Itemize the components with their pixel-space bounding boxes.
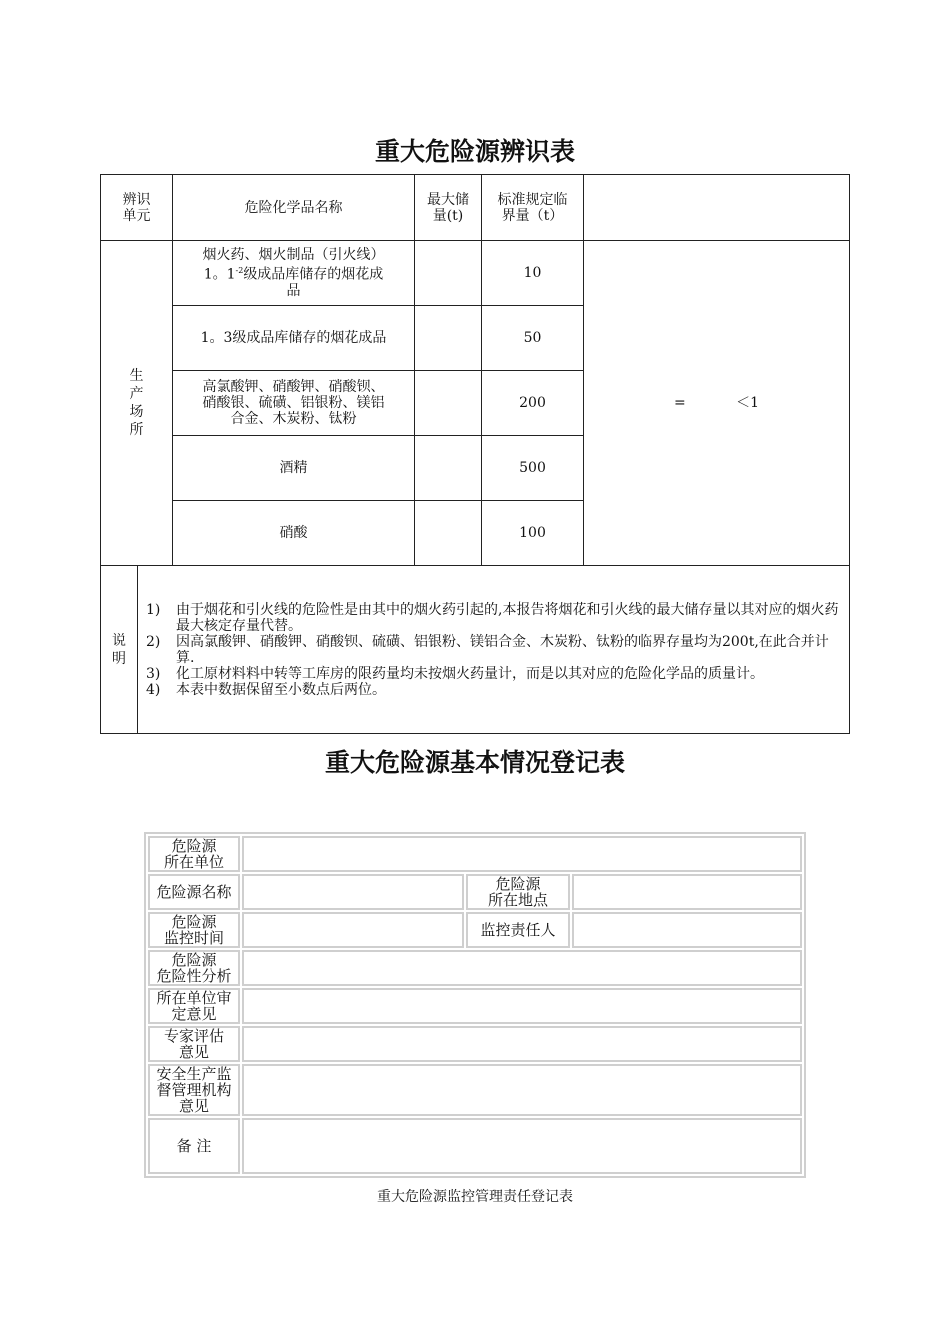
row-2-name: 1。3级成品库储存的烟花成品 xyxy=(173,306,415,371)
value-monitor-time xyxy=(242,912,464,948)
label-location: 危险源 所在地点 xyxy=(466,874,570,910)
notes-list xyxy=(138,566,849,733)
label-unit: 危险源 所在单位 xyxy=(148,836,240,872)
note-item: 2) 因高氯酸钾、硝酸钾、硝酸钡、硫磺、铝银粉、镁铝合金、木炭粉、钛粉的临界存量均为200t,在此合并计算. xyxy=(146,633,829,666)
header-result xyxy=(584,175,850,241)
row-5-max xyxy=(415,501,482,566)
value-expert-opinion xyxy=(242,1026,802,1062)
row-5-critical: 100 xyxy=(482,501,584,566)
value-location xyxy=(572,874,802,910)
title-registration: 重大危险源基本情况登记表 xyxy=(324,748,625,777)
row-1-name: 烟火药、烟火制品（引火线） 1。$1^{-2}$级成品库储存的烟花成 品 xyxy=(173,241,415,306)
caption-responsibility: 重大危险源监控管理责任登记表 xyxy=(377,1189,573,1205)
value-unit xyxy=(242,836,802,872)
identification-table xyxy=(100,174,850,734)
header-max-storage: 最大储 量(t) xyxy=(415,175,482,241)
row-4-critical: 500 xyxy=(482,436,584,501)
row-5-name: 硝酸 xyxy=(173,501,415,566)
label-monitor-person: 监控责任人 xyxy=(466,912,570,948)
value-analysis xyxy=(242,950,802,986)
value-agency-opinion xyxy=(242,1064,802,1116)
result-lt: ＜1 xyxy=(736,395,760,411)
value-name xyxy=(242,874,464,910)
note-item: 1) 由于烟花和引火线的危险性是由其中的烟火药引起的,本报告将烟花和引火线的最大储存量以其对应的烟火药最大核定存量代替。 xyxy=(146,601,839,634)
label-name: 危险源名称 xyxy=(148,874,240,910)
row-3-name: 高氯酸钾、硝酸钾、硝酸钡、 硝酸银、硫磺、铝银粉、镁铝 合金、木炭粉、钛粉 xyxy=(173,371,415,436)
row-2-max xyxy=(415,306,482,371)
note-item: 4) 本表中数据保留至小数点后两位。 xyxy=(146,681,386,698)
registration-table xyxy=(144,832,806,1178)
row-4-max xyxy=(415,436,482,501)
label-unit-opinion: 所在单位审 定意见 xyxy=(148,988,240,1024)
row-4-name: 酒精 xyxy=(173,436,415,501)
notes-label: 说 明 xyxy=(101,566,138,733)
row-1-critical: 10 xyxy=(482,241,584,306)
label-agency-opinion: 安全生产监 督管理机构 意见 xyxy=(148,1064,240,1116)
row-2-critical: 50 xyxy=(482,306,584,371)
label-expert-opinion: 专家评估 意见 xyxy=(148,1026,240,1062)
title-identification: 重大危险源辨识表 xyxy=(374,137,575,166)
row-1-max xyxy=(415,241,482,306)
result-eq: = xyxy=(673,395,686,411)
row-3-critical: 200 xyxy=(482,371,584,436)
value-remarks xyxy=(242,1118,802,1174)
label-monitor-time: 危险源 监控时间 xyxy=(148,912,240,948)
label-analysis: 危险源 危险性分析 xyxy=(148,950,240,986)
header-critical: 标准规定临 界量（t） xyxy=(482,175,584,241)
result-cell xyxy=(584,241,850,566)
note-item: 3) 化工原材料料中转等工库房的限药量均未按烟火药量计，而是以其对应的危险化学品的质量计。 xyxy=(146,665,764,682)
unit-name: 生 产 场 所 xyxy=(101,241,173,566)
value-monitor-person xyxy=(572,912,802,948)
row-3-max xyxy=(415,371,482,436)
value-unit-opinion xyxy=(242,988,802,1024)
header-chem-name: 危险化学品名称 xyxy=(173,175,415,241)
label-remarks: 备 注 xyxy=(148,1118,240,1174)
header-unit: 辨识 单元 xyxy=(101,175,173,241)
